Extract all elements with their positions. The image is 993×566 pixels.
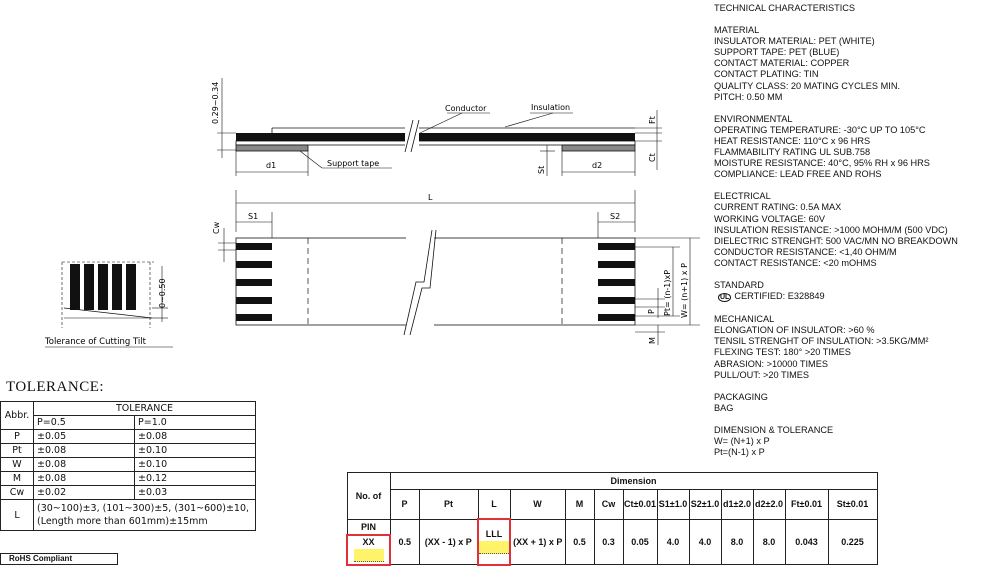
row-abbr: L [1,500,34,531]
spec-line: MOISTURE RESISTANCE: 40°C, 95% RH x 96 HRS [714,158,930,169]
col-header: S1±1.0 [657,490,689,520]
spec-line: ENVIRONMENTAL [714,113,793,124]
tolerance-header: TOLERANCE [34,402,256,416]
length-tolerance: (30~100)±3, (101~300)±5, (301~600)±10, (Length more than 601mm)±15mm [34,500,256,531]
pin-header: PIN [347,519,390,535]
row-p05: ±0.02 [34,486,135,500]
s2-label: S2 [610,212,621,221]
tolerance-heading: TOLERANCE: [6,379,105,395]
spec-line: DIELECTRIC STRENGHT: 500 VAC/MN NO BREAKDOWN [714,235,958,246]
spec-line: FLAMMABILITY RATING UL SUB.758 [714,147,871,158]
table-row [1,444,256,458]
row-abbr: P [1,430,34,444]
width-total-label: W= (n+1) x P [680,263,689,318]
p-label: P [647,309,656,314]
tilt-caption: Tolerance of Cutting Tilt [45,337,146,347]
col-header: St±0.01 [828,490,877,520]
col-header: Cw [594,490,623,520]
certified-text: CERTIFIED: E328849 [734,291,825,302]
value-cell: 0.5 [565,519,594,565]
spec-line: CURRENT RATING: 0.5A MAX [714,202,842,213]
spec-line [714,291,989,303]
mechanical-block [714,314,989,381]
row-abbr: Pt [1,444,34,458]
length-fill [479,541,509,554]
row-p05: ±0.08 [34,444,135,458]
value-cell: 0.05 [623,519,657,565]
d1-label: d1 [266,161,277,170]
value-cell: 4.0 [689,519,721,565]
spec-line: COMPLIANCE: LEAD FREE AND ROHS [714,169,882,180]
tilt-value-label: 0~0.50 [158,278,167,308]
length-value: LLL [485,529,503,540]
l-label: L [428,193,433,202]
col-header: S2±1.0 [689,490,721,520]
spec-line: CONTACT MATERIAL: COPPER [714,58,850,69]
value-cell: 0.5 [390,519,419,565]
spec-line: PACKAGING [714,391,768,402]
spec-line: PULL/OUT: >20 TIMES [714,369,810,380]
support-tape-label: Support tape [327,159,380,168]
spec-line: MECHANICAL [714,314,775,325]
value-cell: (XX + 1) x P [510,519,565,565]
row-p10: ±0.03 [135,486,256,500]
d2-label: d2 [592,161,603,170]
spec-line: SUPPORT TAPE: PET (BLUE) [714,47,840,58]
spec-line: Pt=(N-1) x P [714,447,765,458]
spec-line: OPERATING TEMPERATURE: -30°C UP TO 105°C [714,124,926,135]
ul-mark-icon: UL [720,294,730,302]
spec-line: TENSIL STRENGHT OF INSULATION: >3.5KG/MM² [714,336,929,347]
row-abbr: M [1,472,34,486]
col-header: Ft±0.01 [785,490,828,520]
ct-label: Ct [648,153,657,162]
table-row [1,500,256,531]
value-cell: (XX - 1) x P [419,519,478,565]
rohs-label: RoHS Compliant [0,553,118,565]
tolerance-table [0,401,256,531]
standard-block [714,280,989,303]
row-p10: ±0.08 [135,430,256,444]
insulation-label: Insulation [531,103,571,112]
spec-line: ABRASION: >10000 TIMES [714,358,828,369]
specs-title: TECHNICAL CHARACTERISTICS [714,3,856,13]
m-label: M [648,337,657,344]
thickness-label: 0.29~0.34 [211,81,220,124]
value-cell: 8.0 [721,519,753,565]
cw-label: Cw [212,221,221,234]
col-header: d2±2.0 [753,490,785,520]
spec-line: BAG [714,402,734,413]
spec-line: WORKING VOLTAGE: 60V [714,213,825,224]
pin-value: XX [362,537,375,547]
row-abbr: W [1,458,34,472]
spec-line: ELECTRICAL [714,191,771,202]
spec-line: W= (N+1) x P [714,436,770,446]
table-row [1,430,256,444]
table-row [1,486,256,500]
row-p05: ±0.08 [34,472,135,486]
pin-input[interactable] [347,535,390,565]
row-p10: ±0.10 [135,444,256,458]
col-header: Pt [419,490,478,520]
abbr-header: Abbr. [1,402,34,430]
electrical-block [714,191,989,269]
p10-header: P=1.0 [135,416,256,430]
table-row [1,458,256,472]
spec-line: CONTACT RESISTANCE: <20 mOHMS [714,257,877,268]
value-cell: 8.0 [753,519,785,565]
col-header: L [478,490,510,520]
dimension-header: Dimension [390,473,877,490]
row-p05: ±0.05 [34,430,135,444]
packaging-block [714,392,989,414]
spec-line: PITCH: 0.50 MM [714,91,783,102]
material-block [714,25,989,103]
col-header: W [510,490,565,520]
spec-line: FLEXING TEST: 180° >20 TIMES [714,347,851,358]
no-of-header [347,473,390,520]
col-header: P [390,490,419,520]
spec-line: QUALITY CLASS: 20 MATING CYCLES MIN. [714,80,901,91]
dimension-formula-block [714,425,989,458]
st-label: St [537,165,546,174]
no-of-text: No. of [355,490,382,501]
spec-line: INSULATOR MATERIAL: PET (WHITE) [714,36,875,47]
value-cell: 0.043 [785,519,828,565]
spec-line: HEAT RESISTANCE: 110°C x 96 HRS [714,135,871,146]
value-cell: 4.0 [657,519,689,565]
pin-fill [354,549,384,562]
value-cell: 0.225 [828,519,877,565]
spec-line: CONTACT PLATING: TIN [714,69,819,80]
col-header: d1±2.0 [721,490,753,520]
row-p10: ±0.12 [135,472,256,486]
col-header: M [565,490,594,520]
spec-line: ELONGATION OF INSULATOR: >60 % [714,325,875,336]
col-header: Ct±0.01 [623,490,657,520]
plan-break [404,230,436,335]
spec-line: MATERIAL [714,25,760,36]
s1-label: S1 [248,212,259,221]
ft-label: Ft [648,116,657,124]
value-cell: 0.3 [594,519,623,565]
table-row [347,519,877,535]
cutting-tilt-detail [62,262,168,328]
contact-fingers [236,243,635,321]
pitch-total-label: Pt= (n-1)xP [663,269,672,316]
technical-characteristics [714,3,989,469]
p05-header: P=0.5 [34,416,135,430]
spec-line: CONDUCTOR RESISTANCE: <1,40 OHM/M [714,246,897,257]
dimension-table [346,472,878,566]
spec-line: STANDARD [714,279,764,290]
row-p10: ±0.10 [135,458,256,472]
row-abbr: Cw [1,486,34,500]
spec-line: INSULATION RESISTANCE: >1000 MOHM/M (500 VDC) [714,224,948,235]
environmental-block [714,114,989,181]
row-p05: ±0.08 [34,458,135,472]
conductor-label: Conductor [445,104,487,113]
length-input[interactable] [478,519,510,565]
spec-line: DIMENSION & TOLERANCE [714,424,834,435]
table-row [1,472,256,486]
